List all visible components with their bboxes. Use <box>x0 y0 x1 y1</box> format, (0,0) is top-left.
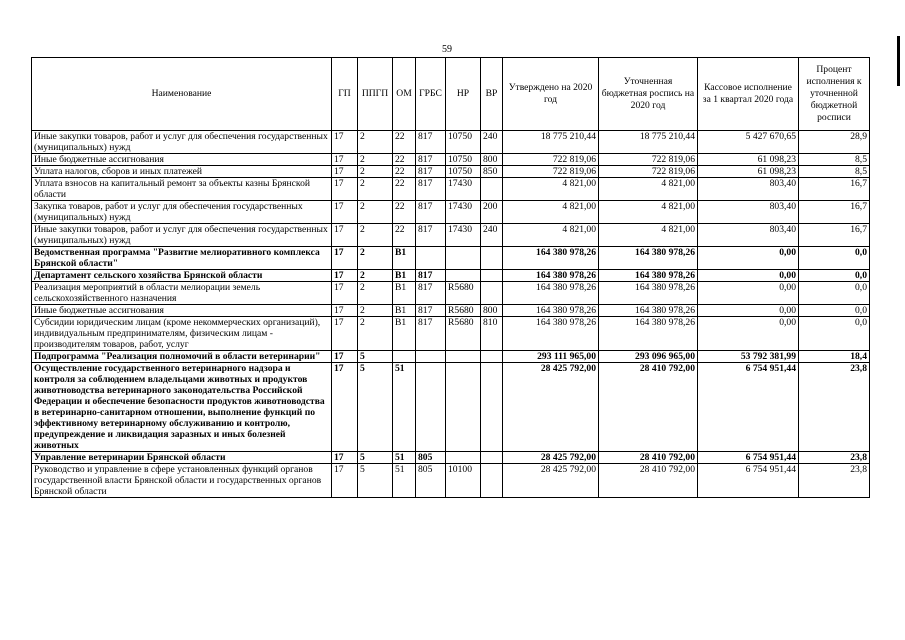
cell-cash: 0,00 <box>698 317 799 351</box>
cell-gp: 17 <box>332 464 358 498</box>
cell-vr <box>481 178 503 201</box>
cell-vr: 800 <box>481 154 503 166</box>
cell-gp: 17 <box>332 305 358 317</box>
column-header-np: НР <box>446 58 481 131</box>
table-row <box>32 224 870 247</box>
column-header-percent: Процент исполнения к уточненной бюджетной росписи <box>799 58 870 131</box>
cell-grbs: 805 <box>416 452 446 464</box>
table-row <box>32 131 870 154</box>
cell-grbs: 805 <box>416 464 446 498</box>
cell-ppgp: 5 <box>358 464 393 498</box>
cell-name: Ведомственная программа "Развитие мелиоративного комплекса Брянской области" <box>32 247 332 270</box>
cell-om: В1 <box>393 247 416 270</box>
cell-grbs: 817 <box>416 224 446 247</box>
cell-cash: 803,40 <box>698 178 799 201</box>
cell-cash: 0,00 <box>698 247 799 270</box>
cell-np: 10750 <box>446 154 481 166</box>
cell-name: Департамент сельского хозяйства Брянской области <box>32 270 332 282</box>
cell-vr <box>481 282 503 305</box>
cell-approved: 293 111 965,00 <box>503 351 599 363</box>
cell-approved: 164 380 978,26 <box>503 282 599 305</box>
cell-refined: 4 821,00 <box>599 224 698 247</box>
cell-np: 17430 <box>446 224 481 247</box>
table-row <box>32 305 870 317</box>
cell-ppgp: 2 <box>358 247 393 270</box>
cell-vr <box>481 270 503 282</box>
cell-om: 22 <box>393 131 416 154</box>
cell-gp: 17 <box>332 351 358 363</box>
cell-grbs: 817 <box>416 178 446 201</box>
page-number: 59 <box>442 44 452 55</box>
cell-ppgp: 2 <box>358 166 393 178</box>
cell-name: Иные бюджетные ассигнования <box>32 154 332 166</box>
table-row <box>32 178 870 201</box>
cell-refined: 164 380 978,26 <box>599 247 698 270</box>
cell-gp: 17 <box>332 201 358 224</box>
cell-np: 17430 <box>446 178 481 201</box>
cell-grbs: 817 <box>416 282 446 305</box>
cell-refined: 28 410 792,00 <box>599 452 698 464</box>
cell-ppgp: 5 <box>358 351 393 363</box>
cell-ppgp: 2 <box>358 131 393 154</box>
cell-grbs: 817 <box>416 201 446 224</box>
cell-np <box>446 452 481 464</box>
cell-om <box>393 351 416 363</box>
cell-percent: 23,8 <box>799 363 870 452</box>
cell-approved: 722 819,06 <box>503 154 599 166</box>
cell-refined: 164 380 978,26 <box>599 317 698 351</box>
cell-approved: 28 425 792,00 <box>503 452 599 464</box>
cell-gp: 17 <box>332 178 358 201</box>
cell-approved: 164 380 978,26 <box>503 270 599 282</box>
cell-percent: 16,7 <box>799 178 870 201</box>
cell-refined: 722 819,06 <box>599 166 698 178</box>
cell-ppgp: 5 <box>358 363 393 452</box>
cell-name: Осуществление государственного ветеринарного надзора и контроля за соблюдением владельцами животных и продуктов животноводства ветеринарного законодательства Российской Федерации и обеспечение безопасности продуктов животноводства в ветеринарно-санитарном отношении, выполнение функций по эффективному ветеринарному обслуживанию и контролю, предупреждение и ликвидация заразных и иных болезней животных <box>32 363 332 452</box>
column-header-approved: Утверждено на 2020 год <box>503 58 599 131</box>
cell-refined: 18 775 210,44 <box>599 131 698 154</box>
cell-gp: 17 <box>332 247 358 270</box>
cell-np: 10750 <box>446 166 481 178</box>
cell-ppgp: 2 <box>358 317 393 351</box>
table-header-row <box>32 58 870 131</box>
cell-name: Руководство и управление в сфере установленных функций органов государственной власти Брянской области и государственных органов Брянской области <box>32 464 332 498</box>
cell-om: 22 <box>393 154 416 166</box>
table-row <box>32 317 870 351</box>
scan-edge-mark <box>897 36 900 86</box>
cell-ppgp: 2 <box>358 201 393 224</box>
table-row <box>32 166 870 178</box>
cell-np <box>446 363 481 452</box>
cell-vr: 200 <box>481 201 503 224</box>
cell-percent: 0,0 <box>799 270 870 282</box>
cell-cash: 6 754 951,44 <box>698 452 799 464</box>
cell-np <box>446 351 481 363</box>
cell-gp: 17 <box>332 452 358 464</box>
cell-grbs <box>416 247 446 270</box>
cell-cash: 0,00 <box>698 282 799 305</box>
cell-om: 22 <box>393 224 416 247</box>
cell-percent: 18,4 <box>799 351 870 363</box>
cell-om: В1 <box>393 270 416 282</box>
cell-ppgp: 2 <box>358 270 393 282</box>
cell-approved: 164 380 978,26 <box>503 305 599 317</box>
cell-name: Иные бюджетные ассигнования <box>32 305 332 317</box>
cell-name: Подпрограмма "Реализация полномочий в области ветеринарии" <box>32 351 332 363</box>
cell-om: 51 <box>393 363 416 452</box>
cell-cash: 5 427 670,65 <box>698 131 799 154</box>
table-row <box>32 282 870 305</box>
cell-cash: 6 754 951,44 <box>698 464 799 498</box>
cell-om: 22 <box>393 166 416 178</box>
cell-grbs: 817 <box>416 305 446 317</box>
cell-name: Уплата налогов, сборов и иных платежей <box>32 166 332 178</box>
cell-om: 22 <box>393 178 416 201</box>
cell-percent: 8,5 <box>799 154 870 166</box>
cell-vr <box>481 351 503 363</box>
cell-cash: 0,00 <box>698 270 799 282</box>
cell-om: В1 <box>393 282 416 305</box>
table-row <box>32 363 870 452</box>
cell-name: Иные закупки товаров, работ и услуг для обеспечения государственных (муниципальных) нужд <box>32 224 332 247</box>
cell-gp: 17 <box>332 166 358 178</box>
cell-vr: 810 <box>481 317 503 351</box>
cell-percent: 16,7 <box>799 201 870 224</box>
table-row <box>32 154 870 166</box>
cell-approved: 164 380 978,26 <box>503 247 599 270</box>
cell-np: R5680 <box>446 317 481 351</box>
cell-percent: 0,0 <box>799 247 870 270</box>
cell-grbs <box>416 363 446 452</box>
cell-approved: 28 425 792,00 <box>503 363 599 452</box>
table-row <box>32 247 870 270</box>
column-header-grbs: ГРБС <box>416 58 446 131</box>
cell-approved: 28 425 792,00 <box>503 464 599 498</box>
cell-percent: 0,0 <box>799 317 870 351</box>
cell-vr: 850 <box>481 166 503 178</box>
cell-vr: 800 <box>481 305 503 317</box>
cell-cash: 803,40 <box>698 201 799 224</box>
cell-refined: 4 821,00 <box>599 201 698 224</box>
cell-gp: 17 <box>332 270 358 282</box>
cell-approved: 4 821,00 <box>503 178 599 201</box>
cell-refined: 164 380 978,26 <box>599 270 698 282</box>
cell-vr <box>481 452 503 464</box>
cell-approved: 722 819,06 <box>503 166 599 178</box>
cell-ppgp: 2 <box>358 154 393 166</box>
cell-cash: 0,00 <box>698 305 799 317</box>
cell-vr <box>481 247 503 270</box>
cell-np: 10750 <box>446 131 481 154</box>
cell-np: R5680 <box>446 282 481 305</box>
cell-cash: 53 792 381,99 <box>698 351 799 363</box>
cell-ppgp: 2 <box>358 305 393 317</box>
cell-refined: 164 380 978,26 <box>599 282 698 305</box>
cell-percent: 16,7 <box>799 224 870 247</box>
cell-cash: 61 098,23 <box>698 166 799 178</box>
cell-ppgp: 2 <box>358 282 393 305</box>
cell-np: 10100 <box>446 464 481 498</box>
cell-cash: 803,40 <box>698 224 799 247</box>
cell-refined: 722 819,06 <box>599 154 698 166</box>
cell-gp: 17 <box>332 282 358 305</box>
table-row <box>32 270 870 282</box>
cell-ppgp: 2 <box>358 178 393 201</box>
column-header-name: Наименование <box>32 58 332 131</box>
column-header-cash: Кассовое исполнение за 1 квартал 2020 года <box>698 58 799 131</box>
cell-name: Субсидии юридическим лицам (кроме некоммерческих организаций), индивидуальным предпринимателям, физическим лицам - производителям товаров, работ, услуг <box>32 317 332 351</box>
cell-percent: 8,5 <box>799 166 870 178</box>
cell-om: 51 <box>393 452 416 464</box>
cell-percent: 28,9 <box>799 131 870 154</box>
cell-gp: 17 <box>332 131 358 154</box>
cell-vr <box>481 464 503 498</box>
cell-approved: 4 821,00 <box>503 224 599 247</box>
cell-approved: 4 821,00 <box>503 201 599 224</box>
cell-om: 51 <box>393 464 416 498</box>
cell-gp: 17 <box>332 317 358 351</box>
cell-percent: 23,8 <box>799 452 870 464</box>
cell-np: R5680 <box>446 305 481 317</box>
cell-grbs: 817 <box>416 166 446 178</box>
table-row <box>32 464 870 498</box>
table-body <box>32 131 870 498</box>
cell-om: В1 <box>393 317 416 351</box>
cell-grbs: 817 <box>416 131 446 154</box>
cell-name: Управление ветеринарии Брянской области <box>32 452 332 464</box>
cell-ppgp: 2 <box>358 224 393 247</box>
cell-name: Уплата взносов на капитальный ремонт за объекты казны Брянской области <box>32 178 332 201</box>
cell-om: В1 <box>393 305 416 317</box>
cell-grbs: 817 <box>416 317 446 351</box>
cell-vr: 240 <box>481 224 503 247</box>
cell-cash: 61 098,23 <box>698 154 799 166</box>
cell-ppgp: 5 <box>358 452 393 464</box>
cell-percent: 0,0 <box>799 305 870 317</box>
cell-refined: 293 096 965,00 <box>599 351 698 363</box>
cell-refined: 28 410 792,00 <box>599 464 698 498</box>
cell-cash: 6 754 951,44 <box>698 363 799 452</box>
budget-table <box>31 57 870 498</box>
cell-name: Реализация мероприятий в области мелиорации земель сельскохозяйственного назначения <box>32 282 332 305</box>
cell-gp: 17 <box>332 224 358 247</box>
cell-grbs: 817 <box>416 270 446 282</box>
cell-percent: 0,0 <box>799 282 870 305</box>
cell-grbs: 817 <box>416 154 446 166</box>
cell-vr <box>481 363 503 452</box>
cell-name: Закупка товаров, работ и услуг для обеспечения государственных (муниципальных) нужд <box>32 201 332 224</box>
cell-approved: 164 380 978,26 <box>503 317 599 351</box>
cell-om: 22 <box>393 201 416 224</box>
cell-refined: 164 380 978,26 <box>599 305 698 317</box>
table-row <box>32 452 870 464</box>
column-header-om: ОМ <box>393 58 416 131</box>
cell-name: Иные закупки товаров, работ и услуг для обеспечения государственных (муниципальных) нужд <box>32 131 332 154</box>
table-row <box>32 351 870 363</box>
cell-percent: 23,8 <box>799 464 870 498</box>
cell-np <box>446 270 481 282</box>
column-header-refined: Уточненная бюджетная роспись на 2020 год <box>599 58 698 131</box>
cell-approved: 18 775 210,44 <box>503 131 599 154</box>
cell-grbs <box>416 351 446 363</box>
column-header-vr: ВР <box>481 58 503 131</box>
cell-gp: 17 <box>332 154 358 166</box>
table-row <box>32 201 870 224</box>
cell-refined: 4 821,00 <box>599 178 698 201</box>
column-header-ppgp: ППГП <box>358 58 393 131</box>
cell-gp: 17 <box>332 363 358 452</box>
cell-vr: 240 <box>481 131 503 154</box>
cell-np <box>446 247 481 270</box>
column-header-gp: ГП <box>332 58 358 131</box>
cell-refined: 28 410 792,00 <box>599 363 698 452</box>
cell-np: 17430 <box>446 201 481 224</box>
